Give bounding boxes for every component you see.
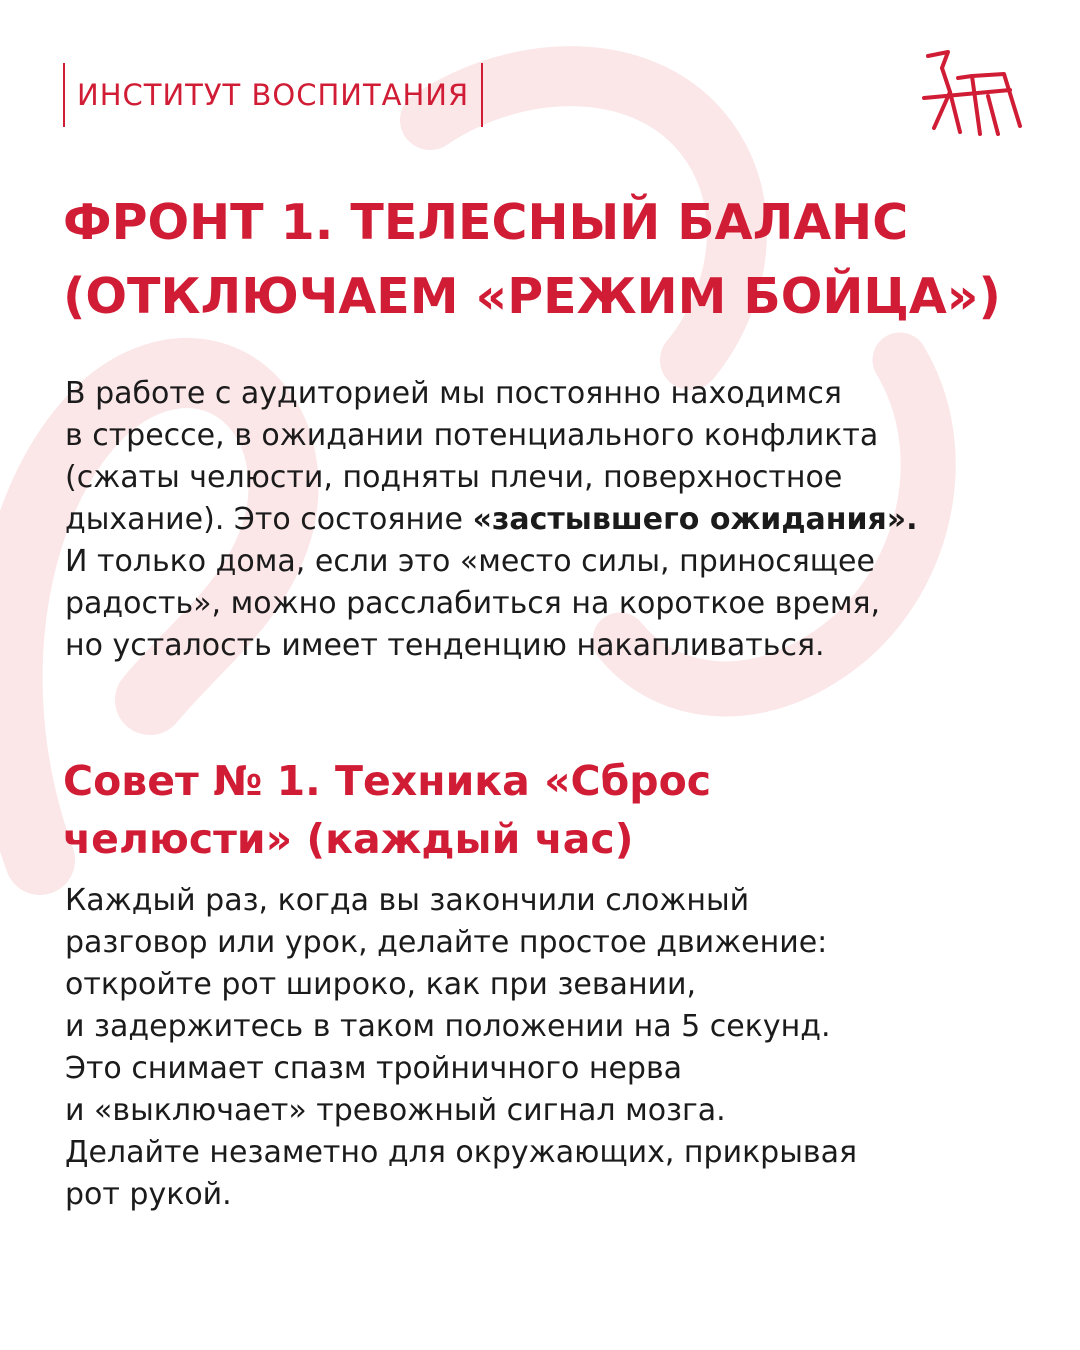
intro-line: но усталость имеет тенденцию накапливаться. bbox=[65, 628, 825, 663]
page-title bbox=[63, 186, 1053, 334]
tip-line: Каждый раз, когда вы закончили сложный bbox=[65, 883, 750, 918]
tip-title bbox=[63, 752, 1023, 868]
tip-line: откройте рот широко, как при зевании, bbox=[65, 967, 697, 1002]
intro-line: В работе с аудиторией мы постоянно находимся bbox=[65, 376, 842, 411]
page-title-line-2: (ОТКЛЮЧАЕМ «РЕЖИМ БОЙЦА») bbox=[63, 268, 1001, 325]
tip-line: рот рукой. bbox=[65, 1177, 232, 1212]
intro-paragraph bbox=[65, 373, 1025, 667]
intro-emphasis: «застывшего ожидания». bbox=[472, 502, 918, 537]
tip-line: Делайте незаметно для окружающих, прикрывая bbox=[65, 1135, 858, 1170]
intro-line-text: дыхание). Это состояние bbox=[65, 502, 473, 537]
chair-icon bbox=[920, 48, 1024, 136]
page-title-line-1: ФРОНТ 1. ТЕЛЕСНЫЙ БАЛАНС bbox=[63, 194, 909, 251]
intro-line: в стрессе, в ожидании потенциального конфликта bbox=[65, 418, 879, 453]
tip-line: и «выключает» тревожный сигнал мозга. bbox=[65, 1093, 726, 1128]
tip-title-line-1: Совет № 1. Техника «Сброс bbox=[63, 757, 712, 805]
intro-line: радость», можно расслабиться на короткое время, bbox=[65, 586, 881, 621]
tip-line: разговор или урок, делайте простое движение: bbox=[65, 925, 828, 960]
intro-line: И только дома, если это «место силы, приносящее bbox=[65, 544, 875, 579]
tip-line: Это снимает спазм тройничного нерва bbox=[65, 1051, 683, 1086]
brand-header bbox=[63, 63, 483, 127]
tip-title-line-2: челюсти» (каждый час) bbox=[63, 815, 634, 863]
brand-name: ИНСТИТУТ ВОСПИТАНИЯ bbox=[77, 77, 470, 112]
brand-divider-right bbox=[481, 63, 483, 127]
intro-line: (сжаты челюсти, подняты плечи, поверхностное bbox=[65, 460, 843, 495]
tip-paragraph bbox=[65, 880, 1025, 1216]
intro-line bbox=[65, 499, 1025, 541]
tip-line: и задержитесь в таком положении на 5 секунд. bbox=[65, 1009, 831, 1044]
